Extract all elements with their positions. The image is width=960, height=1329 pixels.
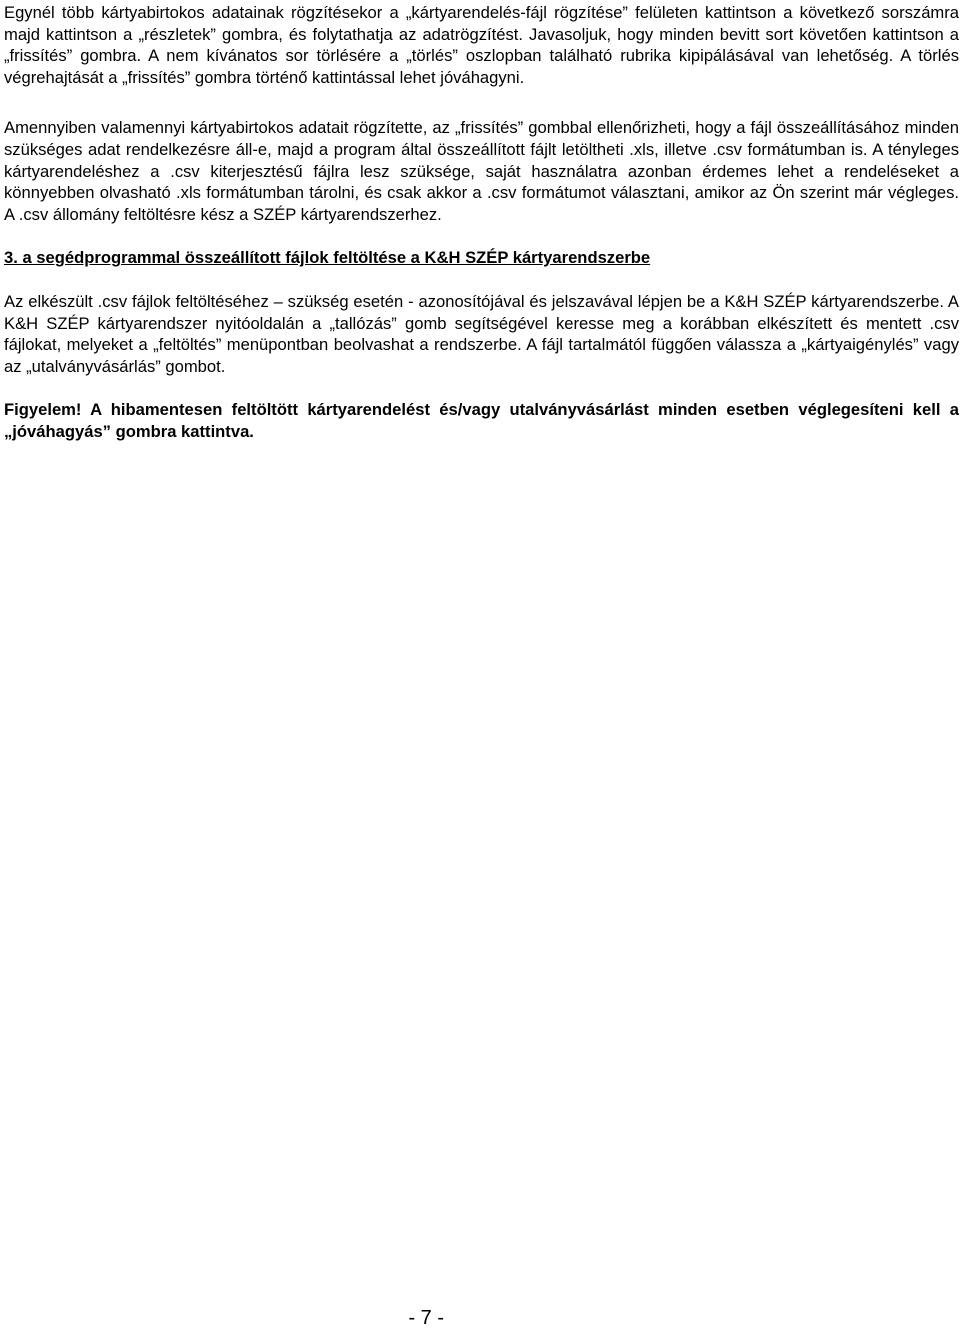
section-heading-upload: 3. a segédprogrammal összeállított fájlok feltöltése a K&H SZÉP kártyarendszerbe	[4, 248, 651, 268]
paragraph-multiple-cardholders: Egynél több kártyabirtokos adatainak rögzítésekor a „kártyarendelés-fájl rögzítése” felületen kattintson a következő sorszámra majd kattintson a „részletek” gombra, és folytathatja az adatrögzítést. Javasoljuk, hogy minden bevitt sort követően kattintson a „frissítés” gombra. A nem kívánatos sor törlésére a „törlés” oszlopban található rubrika kipipálásával van lehetőség. A törlés végrehajtását a „frissítés” gombra történő kattintással lehet jóváhagyni.	[4, 3, 959, 87]
paragraph-warning: Figyelem! A hibamentesen feltöltött kártyarendelést és/vagy utalványvásárlást minden esetben véglegesíteni kell a „jóváhagyás” gombra kattintva.	[4, 400, 959, 441]
document-page	[4, 0, 959, 443]
paragraph-file-generation: Amennyiben valamennyi kártyabirtokos adatait rögzítette, az „frissítés” gombbal ellenőrizheti, hogy a fájl összeállításához minden szükséges adat rendelkezésre áll-e, majd a program által összeállított fájlt letöltheti .xls, illetve .csv formátumban is. A tényleges kártyarendeléshez a .csv kiterjesztésű fájlra lesz szüksége, saját használatra azonban érdemes lehet a rendeléseket a könnyebben olvasható .xls formátumban tárolni, és csak akkor a .csv formátumot választani, amikor az Ön szerint már végleges. A .csv állomány feltöltésre kész a SZÉP kártyarendszerhez.	[4, 118, 959, 224]
page-number: - 7 -	[408, 1307, 444, 1329]
paragraph-upload-instructions: Az elkészült .csv fájlok feltöltéséhez – szükség esetén - azonosítójával és jelszavával lépjen be a K&H SZÉP kártyarendszerbe. A K&H SZÉP kártyarendszer nyitóoldalán a „tallózás” gomb segítségével keresse meg a korábban elkészített és mentett .csv fájlokat, melyeket a „feltöltés” menüpontban beolvashat a rendszerbe. A fájl tartalmától függően válassza a „kártyaigénylés” vagy az „utalványvásárlás” gombot.	[4, 291, 959, 376]
